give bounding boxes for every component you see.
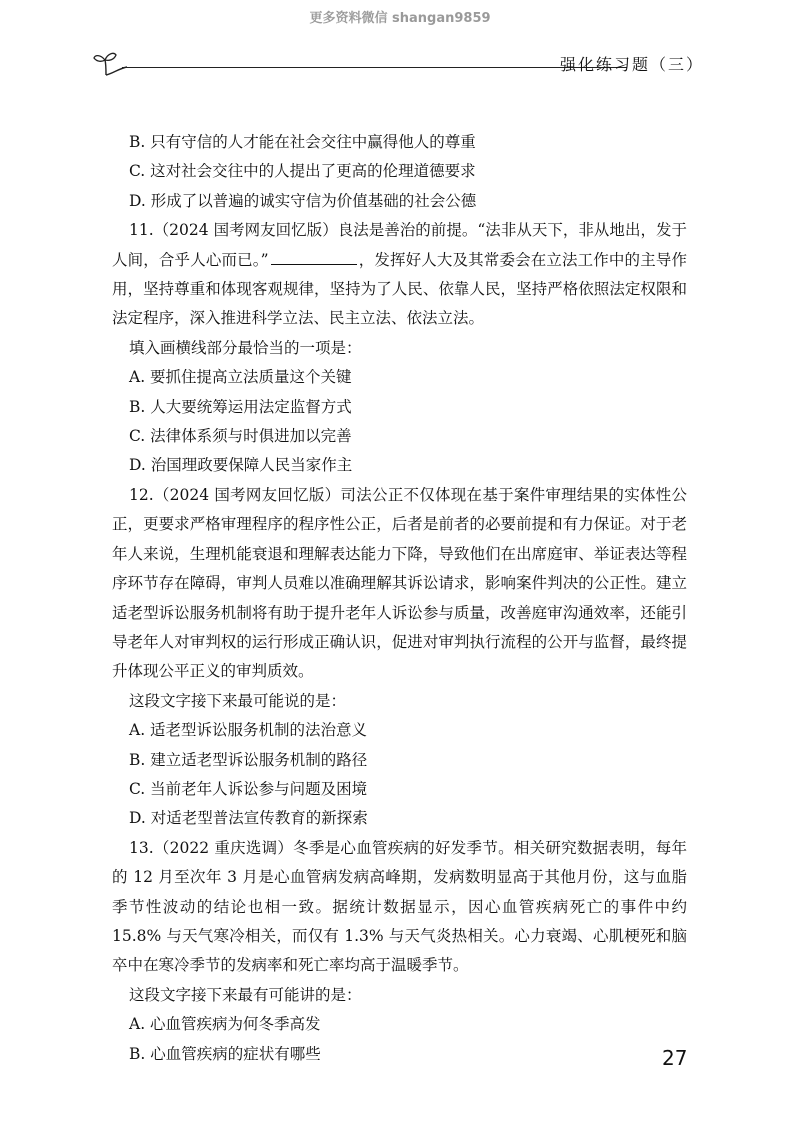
option-line: D. 形成了以普遍的诚实守信为价值基础的社会公德 (129, 191, 477, 210)
question-prompt: 这段文字接下来最可能说的是： (129, 691, 347, 710)
option-line: D. 对适老型普法宣传教育的新探索 (129, 809, 368, 828)
section-title: 强化练习题（三） (559, 55, 704, 74)
fill-in-blank (271, 247, 357, 265)
question-13: 13.（2022 重庆选调）冬季是心血管疾病的好发季节。相关研究数据表明，每年的 12 月至次年 3 月是心血管病发病高峰期，发病数明显高于其他月份，这与血脂季节性波动的结论也相一致。据统计数据显示，因心血管疾病死亡的事件中约 15.8% 与天气寒冷相关，而仅有 1.3% 与天气炎热相关。心力衰竭、心肌梗死和脑卒中在寒冷季节的发病率和死亡率均高于温暖季节。 (112, 838, 687, 975)
sprout-icon (92, 50, 132, 78)
question-prompt: 填入画横线部分最恰当的一项是： (129, 338, 362, 357)
question-prompt: 这段文字接下来最有可能讲的是： (129, 985, 362, 1004)
question-11-stem: 11.（2024 国考网友回忆版）良法是善治的前提。“法非从天下，非从地出，发于人间，合乎人心而已。” (112, 221, 687, 269)
option-line: B. 心血管疾病的症状有哪些 (129, 1044, 321, 1063)
option-line: A. 适老型诉讼服务机制的法治意义 (129, 721, 368, 740)
page-body (112, 128, 687, 1069)
option-line: C. 当前老年人诉讼参与问题及困境 (129, 779, 368, 798)
option-line: B. 人大要统筹运用法定监督方式 (129, 397, 352, 416)
option-line: B. 只有守信的人才能在社会交往中赢得他人的尊重 (129, 133, 476, 151)
watermark-text: 更多资料微信 shangan9859 (309, 11, 491, 26)
question-11 (112, 216, 687, 334)
page-number: 27 (662, 1046, 688, 1070)
option-line: C. 法律体系须与时俱进加以完善 (129, 427, 352, 446)
option-line: C. 这对社会交往中的人提出了更高的伦理道德要求 (129, 162, 476, 181)
option-line: D. 治国理政要保障人民当家作主 (129, 456, 353, 475)
option-line: A. 心血管疾病为何冬季高发 (129, 1015, 321, 1034)
option-line: A. 要抓住提高立法质量这个关键 (129, 368, 352, 387)
running-header (92, 50, 704, 78)
option-line: B. 建立适老型诉讼服务机制的路径 (129, 750, 368, 769)
question-12: 12.（2024 国考网友回忆版）司法公正不仅体现在基于案件审理结果的实体性公正，更要求严格审理程序的程序性公正，后者是前者的必要前提和有力保证。对于老年人来说，生理机能衰退和理解表达能力下降，导致他们在出席庭审、举证表达等程序环节存在障碍，审判人员难以准确理解其诉讼请求，影响案件判决的公正性。建立适老型诉讼服务机制将有助于提升老年人诉讼参与质量，改善庭审沟通效率，还能引导老年人对审判权的运行形成正确认识，促进对审判执行流程的公开与监督，最终提升体现公平正义的审判质效。 (112, 485, 687, 681)
header-rule (122, 67, 627, 68)
question-11-stem-cont: ，发挥好人大及其常委会在立法工作中的主导作用，坚持尊重和体现客观规律，坚持为了人民、依靠人民，坚持严格依照法定权限和法定程序，深入推进科学立法、民主立法、依法立法。 (112, 250, 687, 328)
